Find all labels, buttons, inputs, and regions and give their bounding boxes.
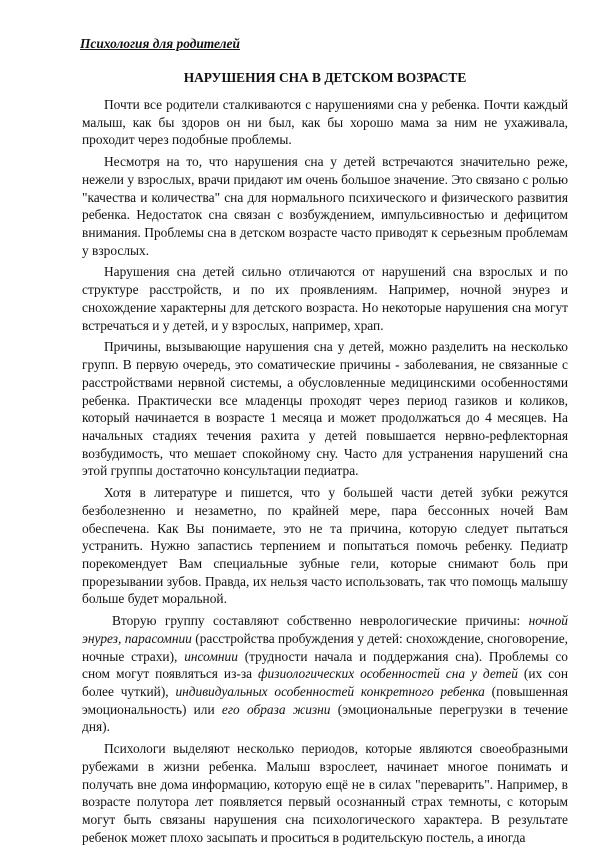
paragraph-6-emphasis-5: его образа жизни	[221, 701, 331, 717]
article-title: НАРУШЕНИЯ СНА В ДЕТСКОМ ВОЗРАСТЕ	[183, 70, 467, 85]
paragraph-6-text-1: Вторую группу составляют собственно неврологические причины:	[112, 613, 529, 629]
paragraph-6-text-6: (эмоциональные перегрузки в течение дня).	[82, 701, 568, 735]
paragraph-6-emphasis-1: ночной энурез, парасомнии	[82, 613, 568, 646]
paragraph-6-emphasis-4: индивидуальных особенностей конкретного ребенка	[175, 684, 485, 699]
paragraph-7: Психологи выделяют несколько периодов, которые являются своеобразными рубежами в жизни ребенка. Малыш взрослеет, начинает многое понимать и получать вне дома информацию, которую ещё не в силах "переварить". Например, в возрасте полутора лет появляется первый осознанный страх темноты, с которым могут быть связаны нарушения сна психологического характера. В результате ребенок может плохо засыпать и проситься в родительскую постель, а иногда	[82, 741, 568, 845]
paragraph-3: Нарушения сна детей сильно отличаются от нарушений сна взрослых и по структуре расстройств, и по их проявлениям. Например, ночной энурез и снохождение характерны для детского возраста. Но некоторые нарушения сна могут встречаться и у детей, и у взрослых, например, храп.	[82, 264, 568, 333]
paragraph-6	[82, 612, 568, 736]
paragraph-6-text-4: (их сон более чуткий),	[82, 666, 568, 699]
paragraph-6-emphasis-3: физиологических особенностей сна у детей	[258, 666, 518, 682]
section-header: Психология для родителей	[80, 36, 240, 51]
article-body	[82, 96, 568, 846]
paragraph-6-text-2: (расстройства пробуждения у детей: снохождение, сноговорение, ночные страхи),	[82, 630, 568, 664]
paragraph-6-emphasis-2: инсомнии	[184, 648, 238, 664]
paragraph-1: Почти все родители сталкиваются с нарушениями сна у ребенка. Почти каждый малыш, как бы здоров он ни был, как бы хорошо мама за ним не ухаживала, проходит через подобные проблемы.	[82, 97, 568, 148]
paragraph-5: Хотя в литературе и пишется, что у большей части детей зубки режутся безболезненно и незаметно, по крайней мере, пара бессонных ночей Вам обеспечена. Как Вы понимаете, это не та причина, которую следует пытаться устранить. Нужно запастись терпением и попытаться помочь ребенку. Педиатр порекомендует Вам специальные зубные гели, которые снимают боль при прорезывании зубов. Правда, их нельзя часто использовать, так что помощь малышу больше будет моральной.	[82, 485, 568, 607]
paragraph-2: Несмотря на то, что нарушения сна у детей встречаются значительно реже, нежели у взрослых, врачи придают им очень большое значение. Это связано с ролью "качества и количества" сна для нормального психического и физического развития ребенка. Недостаток сна связан с возбуждением, импульсивностью и дефицитом внимания. Проблемы сна в детском возрасте часто приводят к серьезным проблемам у взрослых.	[82, 154, 568, 258]
paragraph-6-text-5: (повышенная эмоциональность) или	[82, 684, 569, 717]
paragraph-4: Причины, вызывающие нарушения сна у детей, можно разделить на несколько групп. В первую очередь, это соматические причины - заболевания, не связанные с расстройствами нервной системы, а обусловленные медицинскими особенностями ребенка. Практически все младенцы проходят через период газиков и коликов, который начинается в возрасте 1 месяца и может продолжаться до 4 месяцев. На начальных стадиях течения рахита у детей повышается нервно-рефлекторная возбудимость, что мешает спокойному сну. Часто для устранения нарушений сна этой группы достаточно консультации педиатра.	[82, 339, 568, 479]
paragraph-6-text-3: (трудности начала и поддержания сна). Проблемы со сном могут появляться из-за	[82, 648, 568, 682]
